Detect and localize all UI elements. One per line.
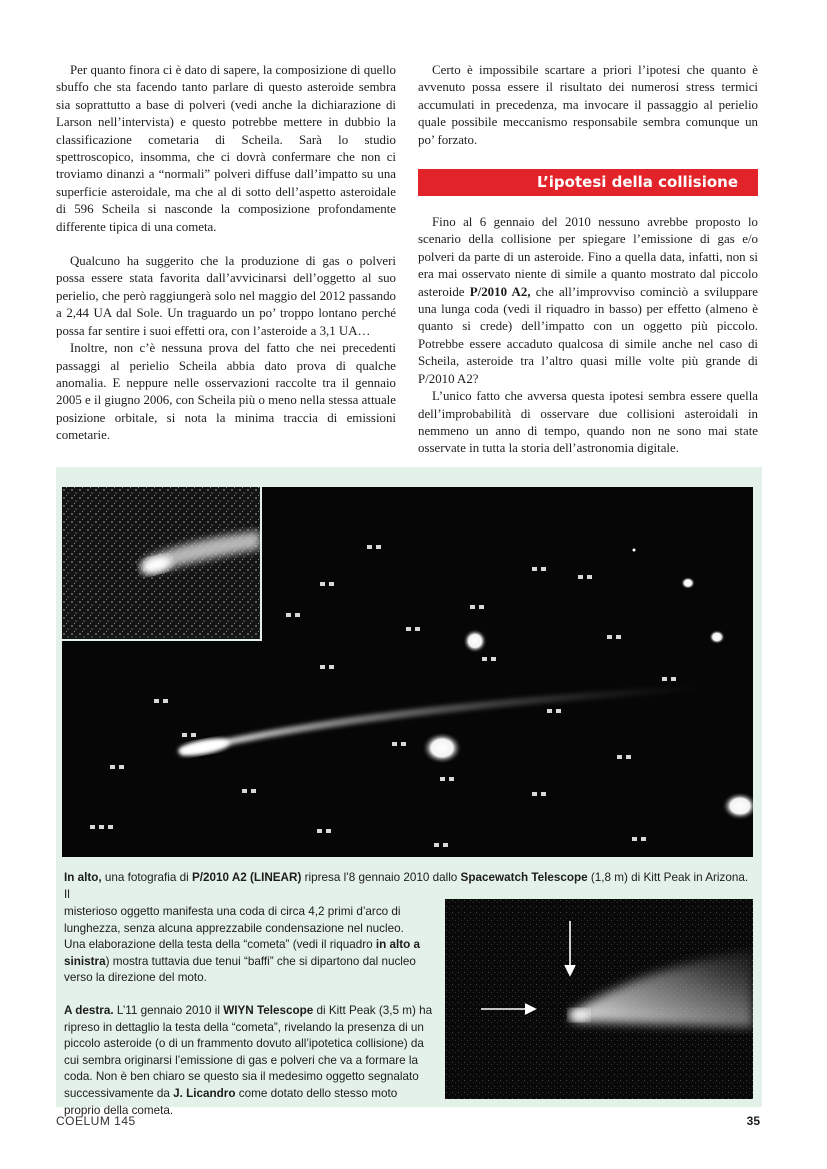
comet-photo-wiyn	[445, 899, 753, 1099]
inset-image	[62, 487, 260, 639]
caption-paragraph: A destra. L’11 gennaio 2010 il WIYN Telescope di Kitt Peak (3,5 m) ha ripreso in dettaglio la testa della “cometa”, rivelando la presenza di un piccolo asteroide (o di un frammento dovuto all’ipotetica collisione) da cui sembra originarsi l’emissione di gas e polveri che va a formare la coda. Non è ben chiaro se questo sia il medesimo oggetto segnalato successivamente da J. Licandro come dotato dello stesso moto proprio della cometa.	[64, 1003, 433, 1117]
paragraph: Qualcuno ha suggerito che la produzione di gas o polveri possa essere stata favorita dall’avvicinarsi dell’oggetto al suo perielio, che però raggiungerà solo nel maggio del 2012 passando a 2,44 UA dal Sole. Un traguardo un po’ troppo lontano perché possa far sentire i suoi effetti ora, con l’asteroide a 3,1 UA…	[56, 254, 396, 338]
paragraph: Inoltre, non c’è nessuna prova del fatto che nei precedenti passaggi al perielio Scheila abbia dato prova di qualche anomalia. E neppure nelle osservazioni raccolte tra il gennaio 2005 e il giugno 2006, con Scheila più o meno nella stessa attuale posizione orbitale, si nota la minima traccia di emissioni cometarie.	[56, 341, 396, 443]
caption-photo-top: In alto, una fotografia di P/2010 A2 (LINEAR) ripresa l’8 gennaio 2010 dallo Spacewatch Telescope (1,8 m) di Kitt Peak in Arizona. Il	[64, 871, 749, 901]
left-text-column	[56, 62, 396, 445]
caption-continued	[64, 904, 436, 1119]
caption-paragraph: Una elaborazione della testa della “cometa” (vedi il riquadro in alto a sinistra) mostra tuttavia due tenui “baffi” che si dipartono dal nucleo verso la direzione del moto.	[64, 938, 421, 985]
comet-head-inset	[62, 487, 262, 641]
comet-photo-spacewatch	[62, 487, 753, 857]
paragraph: Certo è impossibile scartare a priori l’ipotesi che quanto è avvenuto possa essere il risultato dei numerosi stress termici accumulati in precedenza, ma invocare il passaggio al perielio quale possibile meccanismo responsabile sembra comunque un po’ forzato.	[418, 63, 758, 147]
caption-paragraph: misterioso oggetto manifesta una coda di circa 4,2 primi d’arco di lunghezza, senza alcuna apprezzabile condensazione nel nucleo.	[64, 905, 404, 935]
magazine-footer: COELUM 145	[56, 1114, 136, 1128]
section-title: L’ipotesi della collisione	[418, 169, 758, 196]
page-number: 35	[746, 1114, 760, 1128]
wiyn-image	[445, 899, 753, 1099]
paragraph: L’unico fatto che avversa questa ipotesi sembra essere quella dell’improbabilità di osservare due collisioni asteroidali in nemmeno un anno di tempo, quando non ne sono mai state osservate in tutta la storia dell’astronomia digitale.	[418, 389, 758, 456]
right-text-column	[418, 62, 758, 458]
paragraph: Fino al 6 gennaio del 2010 nessuno avrebbe proposto lo scenario della collisione per spiegare l’emissione di gas e/o polveri da parte di un asteroide. Fino a quella data, infatti, non si era mai osservato niente di simile a quanto mostrato dal piccolo asteroide P/2010 A2, che all’improvviso cominciò a sviluppare una lunga coda (vedi il riquadro in basso) per effetto (almeno è quanto si crede) dell’impatto con un oggetto più piccolo. Potrebbe essere accaduto qualcosa di simile anche nel caso di Scheila, asteroide tra l’altro quasi mille volte più grande di P/2010 A2?	[418, 215, 758, 386]
sidebar-box	[56, 467, 762, 1117]
paragraph: Per quanto finora ci è dato di sapere, la composizione di quello sbuffo che sta facendo tanto parlare di questo asteroide sembra sia soprattutto a base di polveri (vedi anche la dichiarazione di Larson nell’intervista) e questo potrebbe mettere in dubbio la classificazione cometaria di Scheila. Sarà lo studio spettroscopico, insomma, che ci dovrà confermare che non ci troviamo dinanzi a “normali” polveri diffuse dall’impatto su una superficie asteroidale, ma che al di sotto dell’aspetto asteroidale di 596 Scheila si nasconde la composizione profondamente differente tipica di una cometa.	[56, 63, 396, 234]
